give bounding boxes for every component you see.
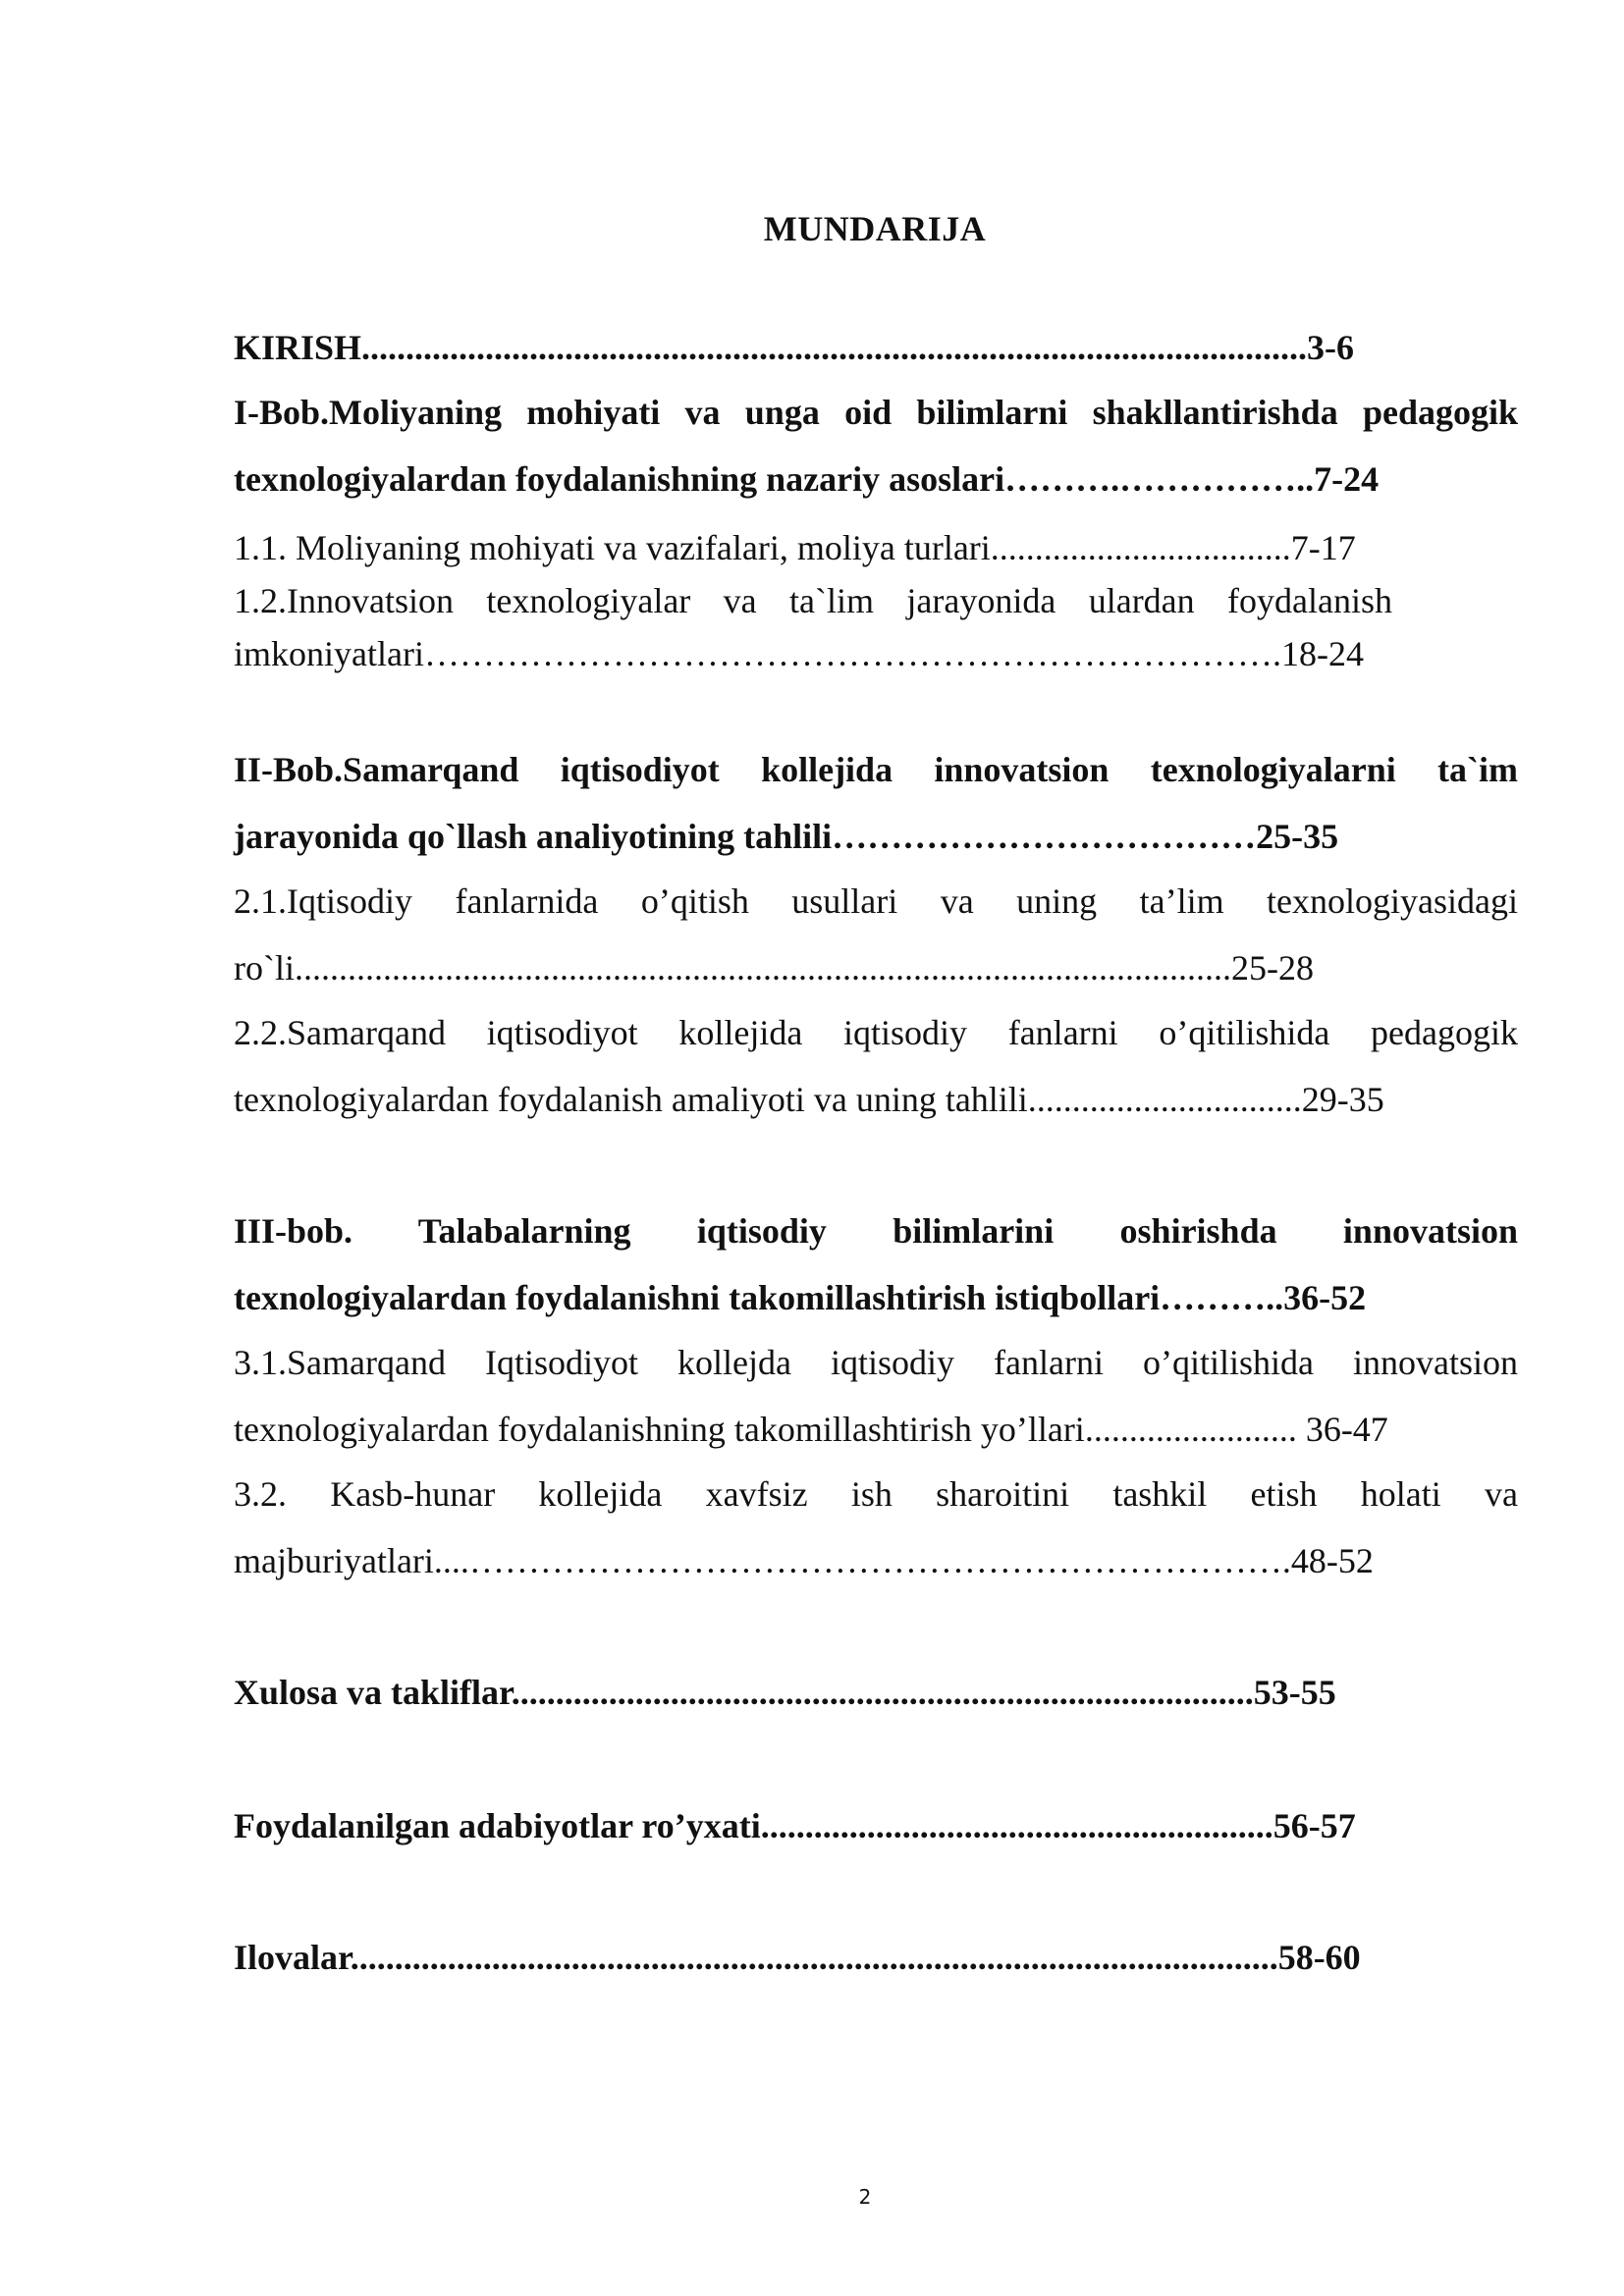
toc-section-2-1-line1: 2.1.Iqtisodiy fanlarnida o’qitish usullari va uning ta’lim texnologiyasidagi [234,881,1518,921]
toc-entry-kirish: KIRISH...........................................................................................................3-6 [234,328,1355,367]
toc-chapter-1-title-line2: texnologiyalardan foydalanishning nazariy asoslari……….……………..7-24 [234,459,1380,499]
toc-entry-adabiyotlar: Foydalanilgan adabiyotlar ro’yxati..........................................................56-57 [234,1806,1356,1845]
toc-section-3-1-line1: 3.1.Samarqand Iqtisodiyot kollejda iqtisodiy fanlarni o’qitilishida innovatsion [234,1343,1518,1382]
page-title: MUNDARIJA [763,209,987,248]
toc-section-2-2-line1: 2.2.Samarqand iqtisodiyot kollejida iqtisodiy fanlarni o’qitilishida pedagogik [234,1013,1518,1052]
toc-section-3-2-line2: majburiyatlari....…………………………………………………………….48-52 [234,1541,1374,1580]
toc-chapter-2-title-line2: jarayonida qo`llash analiyotining tahlili………………………………25-35 [234,817,1339,856]
toc-section-2-2-line2: texnologiyalardan foydalanish amaliyoti va uning tahlili...............................29-35 [234,1080,1384,1119]
toc-chapter-2-title-line1: II-Bob.Samarqand iqtisodiyot kollejida innovatsion texnologiyalarni ta`im [234,750,1518,789]
toc-chapter-1-title-line1: I-Bob.Moliyaning mohiyati va unga oid bilimlarni shakllantirishda pedagogik [234,393,1518,432]
page-number: 2 [858,2185,872,2209]
toc-entry-xulosa: Xulosa va takliflar....................................................................................53-55 [234,1673,1336,1712]
toc-section-3-1-line2: texnologiyalardan foydalanishning takomillashtirish yo’llari........................ 36-47 [234,1410,1388,1449]
toc-section-1-1: 1.1. Moliyaning mohiyati va vazifalari, moliya turlari..................................7-17 [234,528,1356,567]
toc-section-2-1-line2: ro`li..........................................................................................................25-28 [234,948,1314,988]
toc-section-1-2-line1: 1.2.Innovatsion texnologiyalar va ta`lim jarayonida ulardan foydalanish [234,581,1392,620]
toc-section-1-2-line2: imkoniyatlari……………………………………………………………….18-24 [234,634,1364,673]
toc-section-3-2-line1: 3.2. Kasb-hunar kollejida xavfsiz ish sharoitini tashkil etish holati va [234,1474,1518,1514]
toc-chapter-3-title-line2: texnologiyalardan foydalanishni takomillashtirish istiqbollari………..36-52 [234,1278,1367,1317]
toc-chapter-3-title-line1: III-bob. Talabalarning iqtisodiy bilimlarini oshirishda innovatsion [234,1211,1518,1251]
toc-entry-ilovalar: Ilovalar.........................................................................................................58-60 [234,1938,1361,1977]
